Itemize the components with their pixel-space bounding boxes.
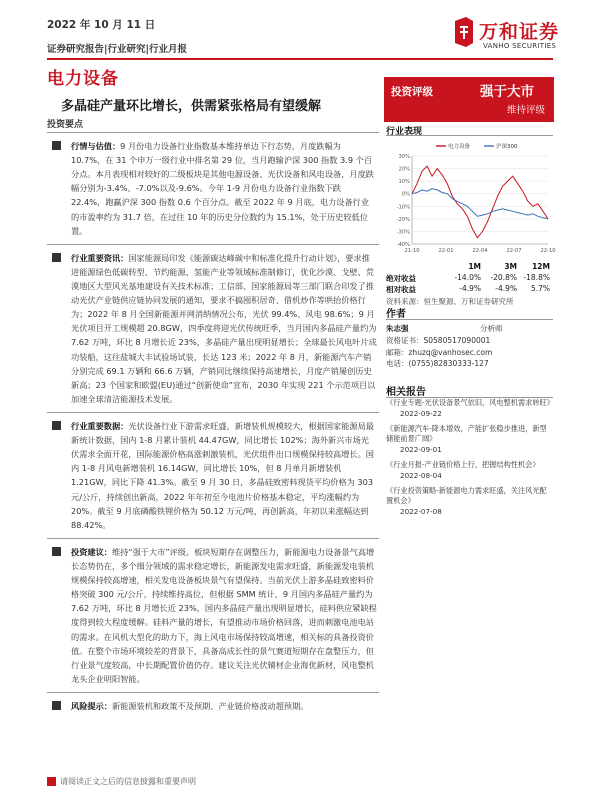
author-cert: 资格证书：S0580517090001 — [386, 336, 491, 345]
bullet-icon — [52, 547, 61, 556]
bullet-icon — [52, 141, 61, 150]
footer-disclaimer: 请阅读正文之后的信息披露和重要声明 — [60, 777, 196, 786]
investment-points-label: 投资要点 — [47, 120, 84, 130]
market-perf-chart — [386, 138, 556, 260]
related-report-date: 2022-09-22 — [400, 408, 442, 418]
section-text: 国家能源局印发《能源碳达峰碳中和标准化提升行动计划》，要求推进能源绿色低碳转型、节约能源、氢能产业等领域标准制修订，优化沙漠、戈壁、荒漠地区大型风光基地建设有关技术标准；工信部、国家能源局等三部门联合印发了推动光伏产业链供应链协同发展的通知，要求不搞囤积居奇、借机炒作等哄抬价格行为；2022 年 8 月全国新能源并网消纳情况公布，光伏 99.4%、风电 98.6%；9 月光伏项目开工规模超 20.8GW，四季度将迎光伏传统旺季，当月国内多晶硅产量约为 7.62 万吨，环比 8 月增长近 23%，多晶硅产量出现明显增长；全球最长风电叶片成功装船，这往盐城大丰试验场试装，长达 123 米；2022 年 8 月，新能源汽车产销分别完成 69.1 万辆和 66.6 万辆，产销同比继续保持高速增长，月度产销屡创历史新高；23 个国家和欧盟(EU)通过“创新使命”宣布，2030 年实现 221 个示范项目以加速全球清洁能源技术发展。 — [71, 252, 377, 404]
related-report-date: 2022-07-08 — [400, 507, 442, 517]
section-industry-news — [47, 244, 379, 412]
row-label: 绝对收益 — [386, 274, 416, 283]
sector-title: 电力设备 — [47, 69, 119, 89]
bullet-icon — [52, 421, 61, 430]
y-tick-label: -30% — [396, 229, 410, 236]
related-report-item[interactable] — [386, 460, 553, 482]
market-perf-divider — [386, 135, 553, 136]
y-tick-label: -10% — [396, 204, 410, 211]
bullet-icon — [52, 253, 61, 262]
author-divider — [386, 319, 553, 320]
author-email[interactable]: 邮箱：zhuzq@vanhosec.com — [386, 347, 493, 357]
row-label: 相对收益 — [386, 285, 416, 294]
rating-keep: 维持评级 — [507, 105, 546, 116]
x-tick-label: 22-10 — [540, 248, 556, 254]
section-investment-advice — [47, 538, 379, 692]
data-source: 资料来源：恒生聚源、万和证券研究所 — [386, 297, 514, 306]
author-name: 朱志强 — [386, 324, 409, 333]
author-title: 作者 — [386, 309, 406, 320]
related-report-title[interactable]: 《新能源汽车-降本增效，产能扩张稳步推进，新型储能前景广阔》 — [386, 423, 547, 444]
related-report-item[interactable] — [386, 486, 553, 518]
related-report-title[interactable]: 《行业投资策略-新能源电力需求旺盛，关注风光配置机会》 — [386, 485, 547, 506]
cell-1m: -4.9% — [459, 284, 481, 293]
related-reports-title: 相关报告 — [386, 387, 426, 398]
section-text: 维持“强于大市”评级。板块短期存在调整压力，新能源电力设备景气高增长态势仍在，多个细分领域的需求稳定增长，新能源发电需求旺盛，新能源发电装机规模保持较高增速，相关发电设备板块景气有望保持。当前光伏上游多晶硅致密料价格突破 300 元/公斤，持续维持高位，但根据 SMM 统计，9 月国内多晶硅产量约为 7.62 万吨，环比 8 月增长近 23%，国内多晶硅产量出现明显增长，硅料供应紧缺程度得到较大程度缓解。硅料产量的增长，有望推动市场价格回落，进而刺激电池电站的需求。在风机大型化的助力下，海上风电市场保持较高增速，相关标的具备投资价值。在整个市场环境较差的背景下，具备高成长性的景气赛道短期存在盘整压力，但行业景气度较高，中长期配置价值仍存。建议关注光伏辅材企业海优新材，风电整机龙头企业明阳智能。 — [71, 546, 377, 684]
related-reports — [386, 398, 553, 522]
logo-text-cn: 万和证券 — [479, 21, 560, 43]
section-head: 风险提示： — [71, 700, 112, 711]
y-tick-label: 10% — [398, 179, 410, 186]
section-risk-warning — [47, 692, 379, 719]
table-row — [386, 284, 553, 295]
x-tick-label: 22-04 — [472, 248, 488, 254]
section-head: 行业重要资讯： — [71, 252, 129, 263]
body-column — [47, 132, 379, 719]
y-tick-label: -20% — [396, 216, 410, 223]
section-text: 新能源装机和政策不及预期、产业链价格波动超预期。 — [111, 700, 309, 711]
report-date: 2022 年 10 月 11 日 — [47, 19, 156, 31]
section-text: 光伏设备行业下游需求旺盛，新增装机规模较大，根据国家能源局最新统计数据，国内 1-8 月累计装机 44.47GW，同比增长 102%；海外新兴市场光伏需求全面开花，国际能源价格高涨刺激装机，光伏组件出口规模保持较高增长。国内 1-8 月风电新增装机 16.14GW，同比增长 10%，但 8 月单月新增装机 1.21GW，同比下降 41.3%。截至 9 月 30 日，多晶硅致密料现货平均价格为 303 元/公斤，持续创出新高，2022 年年初至今电池片价格基本稳定，平均涨幅约为 20%。截至 9 月底磷酸铁锂价格为 50.12 万元/吨，再创新高，年初以来涨幅达到 88.42%。 — [71, 420, 374, 530]
rating-value: 强于大市 — [480, 84, 534, 100]
cell-12m: -18.8% — [523, 273, 550, 282]
author-name-row — [386, 323, 553, 335]
perf-header-cell: 3M — [504, 262, 517, 271]
y-tick-label: 30% — [398, 154, 410, 160]
section-industry-data — [47, 412, 379, 538]
x-tick-label: 21-10 — [404, 248, 420, 254]
logo-text-en: VANHO SECURITIES — [483, 42, 557, 50]
section-head: 行业重要数据： — [71, 420, 129, 431]
report-title: 多晶硅产量环比增长，供需紧张格局有望缓解 — [61, 99, 322, 114]
table-row — [386, 273, 553, 284]
series-line — [412, 166, 548, 238]
series-line — [412, 189, 548, 219]
perf-header-cell: 12M — [532, 262, 550, 271]
author-info — [386, 323, 553, 370]
report-categories: 证券研究报告|行业研究|行业月报 — [47, 44, 187, 55]
author-phone: 电话：(0755)82830333-127 — [386, 359, 489, 369]
author-role: 分析师 — [480, 324, 503, 333]
y-tick-label: 20% — [398, 166, 410, 173]
company-logo — [452, 15, 560, 57]
section-text: 9 月份电力设备行业指数基本维持单边下行态势，月度跌幅为 10.7%，在 31 个申万一级行业中排名第 29 位，当月跑输沪深 300 指数 3.9 个百分点。本月表现相对较好的二级板块是其他电源设备、光伏设备和风电设备，月度跌幅分别为-3.4%、-7.0%以及-9.6%。今年 1-9 月份电力设备行业指数下跌 22.4%，跑赢沪深 300 指数 0.6 个百分点。截至 2022 年 9 月底，电力设备行业的市盈率约为 31.7 倍，在过往 10 年的历史分位数约为 15.1%，处于历史较低位置。 — [71, 141, 374, 236]
related-report-date: 2022-08-04 — [400, 470, 442, 480]
section-head: 行情与估值： — [71, 141, 121, 151]
related-report-date: 2022-09-01 — [400, 445, 442, 455]
legend-label: 电力设备 — [448, 144, 471, 150]
related-report-title[interactable]: 《行业月报-产业链价格上行，把握结构性机会》 — [386, 459, 540, 469]
cell-3m: -20.8% — [490, 273, 517, 282]
x-tick-label: 22-01 — [438, 248, 454, 254]
legend-label: 沪深300 — [496, 144, 518, 150]
market-perf-title: 行业表现 — [386, 127, 423, 137]
perf-table — [386, 262, 553, 307]
bullet-icon — [52, 701, 61, 710]
cell-3m: -4.9% — [495, 284, 517, 293]
related-report-title[interactable]: 《行业专题-光伏设备景气依旧，风电整机需求转旺》 — [386, 398, 554, 407]
y-tick-label: -40% — [396, 242, 410, 248]
perf-header-row — [386, 262, 553, 273]
rating-label: 投资评级 — [391, 86, 433, 98]
y-tick-label: 0% — [401, 191, 410, 198]
related-report-item[interactable] — [386, 424, 553, 456]
footer-mark-icon — [47, 777, 56, 786]
section-market-valuation — [47, 132, 379, 244]
perf-header-cell: 1M — [468, 262, 481, 271]
cell-12m: 5.7% — [530, 284, 550, 293]
x-tick-label: 22-07 — [506, 248, 522, 254]
logo-mark-icon — [452, 17, 476, 47]
section-head: 投资建议： — [71, 546, 112, 557]
related-report-item[interactable] — [386, 398, 553, 420]
cell-1m: -14.0% — [454, 273, 481, 282]
header-divider — [47, 58, 553, 60]
